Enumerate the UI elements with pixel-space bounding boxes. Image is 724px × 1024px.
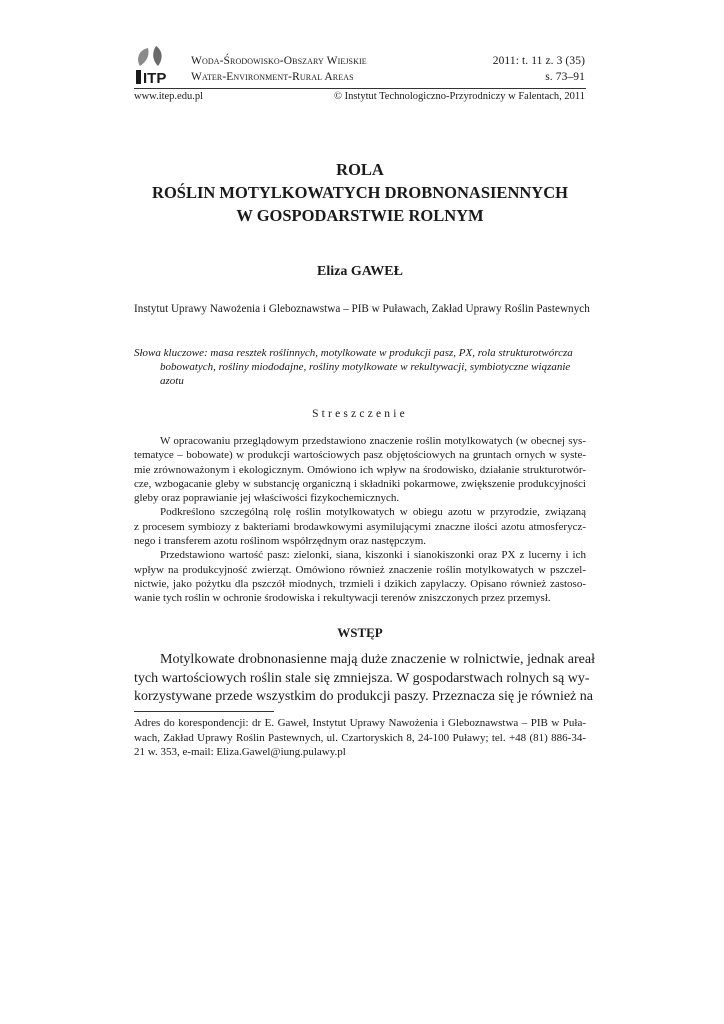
page-range: s. 73–91 [545, 71, 585, 83]
intro-paragraph [134, 651, 595, 707]
footnote-divider [134, 711, 274, 712]
issue-number: 2011: t. 11 z. 3 (35) [492, 55, 585, 67]
title-line: W GOSPODARSTWIE ROLNYM [236, 206, 484, 225]
journal-name-en: Water-Environment-Rural Areas [191, 71, 354, 83]
header-divider [134, 88, 586, 89]
abstract-line: wanie tych roślin w ochronie środowiska i rekultywacji terenów zniszczonych przez przemysł. [134, 592, 551, 605]
footnote-line: Adres do korespondencji: dr E. Gaweł, Instytut Uprawy Nawożenia i Gleboznawstwa – PIB w Puła- [134, 717, 586, 729]
abstract-line: wpływ na produkcyjność zwierząt. Omówiono również znaczenie roślin motylkowatych w pszczel- [134, 563, 586, 576]
logo-text: ITP [143, 70, 167, 86]
website-link[interactable]: www.itep.edu.pl [134, 91, 204, 102]
abstract-line: mie zrównoważonym i ekologicznym. Omówiono ich wpływ na środowisko, działanie strukturotwór- [134, 463, 586, 476]
abstract-line: cze, wzbogacanie gleby w substancję organiczną i składniki pokarmowe, zwiększenie produkcyjności [134, 477, 586, 490]
abstract-line: Podkreślono szczególną rolę roślin motylkowatych w obiegu azotu w przyrodzie, związaną [160, 506, 586, 519]
leaf-left-icon [138, 48, 148, 66]
copyright-notice: © Instytut Technologiczno-Przyrodniczy w Falentach, 2011 [333, 91, 585, 102]
correspondence-footnote [134, 716, 586, 760]
abstract-body [134, 434, 586, 606]
abstract-line: W opracowaniu przeglądowym przedstawiono znaczenie roślin motylkowatych (w obecnej sys- [160, 435, 586, 447]
title-line: ROŚLIN MOTYLKOWATYCH DROBNONASIENNYCH [152, 183, 568, 202]
keywords-line: Słowa kluczowe: masa resztek roślinnych, motylkowate w produkcji pasz, PX, rola strukturotwórcza [134, 347, 573, 359]
abstract-heading: Streszczenie [312, 408, 408, 420]
abstract-line: Przedstawiono wartość pasz: zielonki, siana, kiszonki i sianokiszonki oraz PX z lucerny i ich [160, 549, 586, 562]
body-line: Motylkowate drobnonasienne mają duże znaczenie w rolnictwie, jednak areał [160, 652, 595, 667]
section-heading: WSTĘP [337, 625, 383, 640]
author-affiliation: Instytut Uprawy Nawożenia i Gleboznawstwa – PIB w Puławach, Zakład Uprawy Roślin Pastewnych [134, 303, 590, 315]
leaf-right-icon [153, 46, 161, 66]
abstract-line: z procesem symbiozy z bakteriami brodawkowymi asymilującymi znaczne ilości azotu atmosferycz- [134, 520, 586, 533]
abstract-line: nego i transferem azotu roślinom współrzędnym oraz następczym. [134, 535, 427, 548]
footnote-line: wach, Zakład Uprawy Roślin Pastewnych, ul. Czartoryskich 8, 24-100 Puławy; tel. +48 (81) 886-34- [134, 731, 586, 744]
itp-logo [134, 46, 182, 86]
keywords-line: bobowatych, rośliny miododajne, rośliny motylkowate w rekultywacji, symbiotyczne wiązanie [160, 361, 571, 373]
body-line: korzystywane przede wszystkim do produkcji paszy. Przeznacza się je również na [134, 689, 593, 704]
abstract-line: gleby oraz poprawianie jej właściwości fizykochemicznych. [134, 492, 400, 505]
abstract-line: tematyce – bobowate) w produkcji wartościowych pasz objętościowych na gruntach ornych w syste- [134, 449, 586, 462]
keywords [134, 346, 586, 388]
paper-title [134, 158, 586, 227]
keywords-line: azotu [160, 375, 184, 387]
body-line: tych wartościowych roślin stale się zmniejsza. W gospodarstwach rolnych są wy- [134, 670, 590, 686]
footnote-line: 21 w. 353, e-mail: Eliza.Gawel@iung.pulawy.pl [134, 746, 346, 758]
title-line: ROLA [336, 160, 384, 179]
journal-name-pl: Woda-Środowisko-Obszary Wiejskie [191, 55, 367, 67]
abstract-line: nictwie, jako pożytku dla pszczół miodnych, trzmieli i dzikich zapylaczy. Opisano również zastoso- [134, 577, 586, 590]
author-name: Eliza GAWEŁ [317, 264, 403, 279]
